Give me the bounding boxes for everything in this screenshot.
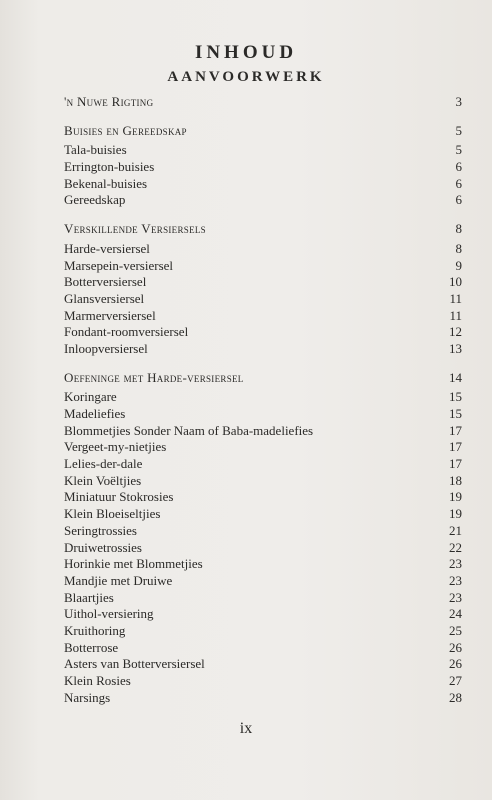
toc-entry-label: Glansversiersel <box>64 290 145 306</box>
toc-page-number: 8 <box>455 240 462 256</box>
toc-heading-label: 'n Nuwe Rigting <box>64 94 154 109</box>
toc-page-number: 11 <box>449 307 462 323</box>
toc-section-heading <box>64 94 462 111</box>
toc-entry-label: Vergeet-my-nietjies <box>64 439 167 455</box>
toc-heading-label: Verskillende Versiersels <box>64 221 206 237</box>
toc-page-number: 9 <box>455 257 462 273</box>
toc-section-heading <box>64 221 462 238</box>
toc-entry-label: Harde-versiersel <box>64 240 150 256</box>
toc-entry-label: Narsings <box>64 689 111 705</box>
toc-page-number: 17 <box>449 439 462 455</box>
toc-entry-label: Horinkie met Blommetjies <box>64 556 203 572</box>
toc-page-number: 12 <box>449 324 462 340</box>
table-of-contents <box>64 94 462 718</box>
toc-entry <box>64 308 462 325</box>
toc-page-number: 6 <box>455 159 462 175</box>
toc-entry-label: Druiwetrossies <box>64 539 142 555</box>
toc-entry <box>64 523 462 540</box>
toc-entry-label: Klein Rosies <box>64 673 131 688</box>
toc-entry <box>64 423 462 440</box>
toc-entry <box>64 656 462 673</box>
toc-entry <box>64 258 462 275</box>
toc-section <box>64 370 462 707</box>
toc-entry <box>64 673 462 690</box>
toc-entry-label: Marsepein-versiersel <box>64 257 174 273</box>
toc-page-number: 24 <box>449 606 462 622</box>
toc-page-number: 23 <box>449 556 462 572</box>
toc-entry <box>64 341 462 358</box>
toc-entry-label: Inloopversiersel <box>64 340 148 356</box>
toc-entry <box>64 389 462 406</box>
toc-entry-label: Klein Voëltjies <box>64 472 142 488</box>
toc-page-number: 26 <box>449 656 462 672</box>
toc-page-number: 6 <box>455 192 462 208</box>
toc-page-number: 15 <box>449 389 462 405</box>
toc-entry-label: Gereedskap <box>64 192 126 208</box>
toc-page-number: 3 <box>455 94 462 109</box>
toc-section <box>64 94 462 111</box>
toc-entry-label: Koringare <box>64 389 117 405</box>
toc-entry-label: Madeliefies <box>64 406 126 421</box>
toc-entry <box>64 176 462 193</box>
toc-entry-label: Miniatuur Stokrosies <box>64 489 174 505</box>
toc-page-number: 21 <box>449 522 462 538</box>
toc-entry-label: Fondant-roomversiersel <box>64 324 189 340</box>
toc-page-number: 28 <box>449 689 462 705</box>
toc-entry <box>64 406 462 423</box>
toc-entry-label: Botterversiersel <box>64 274 147 290</box>
toc-entry-label: Lelies-der-dale <box>64 456 143 472</box>
toc-entry <box>64 142 462 159</box>
toc-section-heading <box>64 123 462 140</box>
toc-page-number: 26 <box>449 639 462 655</box>
toc-entry <box>64 324 462 341</box>
toc-page-number: 15 <box>449 406 462 421</box>
toc-section <box>64 123 462 209</box>
toc-entry <box>64 573 462 590</box>
toc-entry <box>64 556 462 573</box>
toc-section <box>64 221 462 358</box>
toc-page-number: 17 <box>449 422 462 438</box>
toc-entry <box>64 690 462 707</box>
toc-entry <box>64 456 462 473</box>
toc-entry-label: Tala-buisies <box>64 142 127 158</box>
toc-entry-label: Mandjie met Druiwe <box>64 572 173 588</box>
toc-entry-label: Blommetjies Sonder Naam of Baba-madeliefies <box>64 422 314 438</box>
toc-entry-label: Asters van Botterversiersel <box>64 656 205 672</box>
toc-page-number: 27 <box>449 673 462 688</box>
toc-entry <box>64 489 462 506</box>
toc-page-number: 8 <box>455 221 462 237</box>
toc-heading-label: Buisies en Gereedskap <box>64 122 187 138</box>
toc-entry-label: Errington-buisies <box>64 159 155 175</box>
toc-entry <box>64 274 462 291</box>
toc-entry <box>64 540 462 557</box>
toc-entry <box>64 192 462 209</box>
page-number: ix <box>239 720 253 737</box>
toc-entry-label: Kruithoring <box>64 622 126 638</box>
toc-entry-label: Marmerversiersel <box>64 307 156 323</box>
toc-heading-label: Oefeninge met Harde-versiersel <box>64 369 244 385</box>
toc-entry <box>64 473 462 490</box>
toc-page-number: 14 <box>449 369 462 385</box>
toc-entry <box>64 606 462 623</box>
toc-page-number: 13 <box>449 340 462 356</box>
toc-entry-label: Bekenal-buisies <box>64 175 148 191</box>
toc-page-number: 23 <box>449 572 462 588</box>
toc-page-number: 19 <box>449 506 462 522</box>
toc-entry <box>64 623 462 640</box>
toc-page-number: 17 <box>449 456 462 472</box>
toc-page-number: 10 <box>449 274 462 290</box>
toc-entry <box>64 159 462 176</box>
page-title: INHOUD <box>194 42 298 63</box>
toc-page-number: 6 <box>455 175 462 191</box>
toc-entry <box>64 590 462 607</box>
toc-entry <box>64 439 462 456</box>
toc-page-number: 5 <box>455 142 462 158</box>
toc-page-number: 23 <box>449 589 462 605</box>
toc-entry <box>64 241 462 258</box>
toc-entry-label: Klein Bloeiseltjies <box>64 506 161 522</box>
toc-page-number: 5 <box>455 122 462 138</box>
toc-entry-label: Botterrose <box>64 639 119 655</box>
toc-entry-label: Seringtrossies <box>64 522 137 538</box>
toc-entry <box>64 291 462 308</box>
toc-entry <box>64 640 462 657</box>
toc-section-heading <box>64 370 462 387</box>
page-subtitle: AANVOORWERK <box>167 69 325 85</box>
toc-entry <box>64 506 462 523</box>
toc-page-number: 22 <box>449 539 462 555</box>
toc-page-number: 19 <box>449 489 462 505</box>
toc-entry-label: Uithol-versiering <box>64 606 154 622</box>
toc-page-number: 18 <box>449 472 462 488</box>
toc-entry-label: Blaartjies <box>64 589 114 605</box>
toc-page-number: 25 <box>449 622 462 638</box>
toc-page-number: 11 <box>449 290 462 306</box>
